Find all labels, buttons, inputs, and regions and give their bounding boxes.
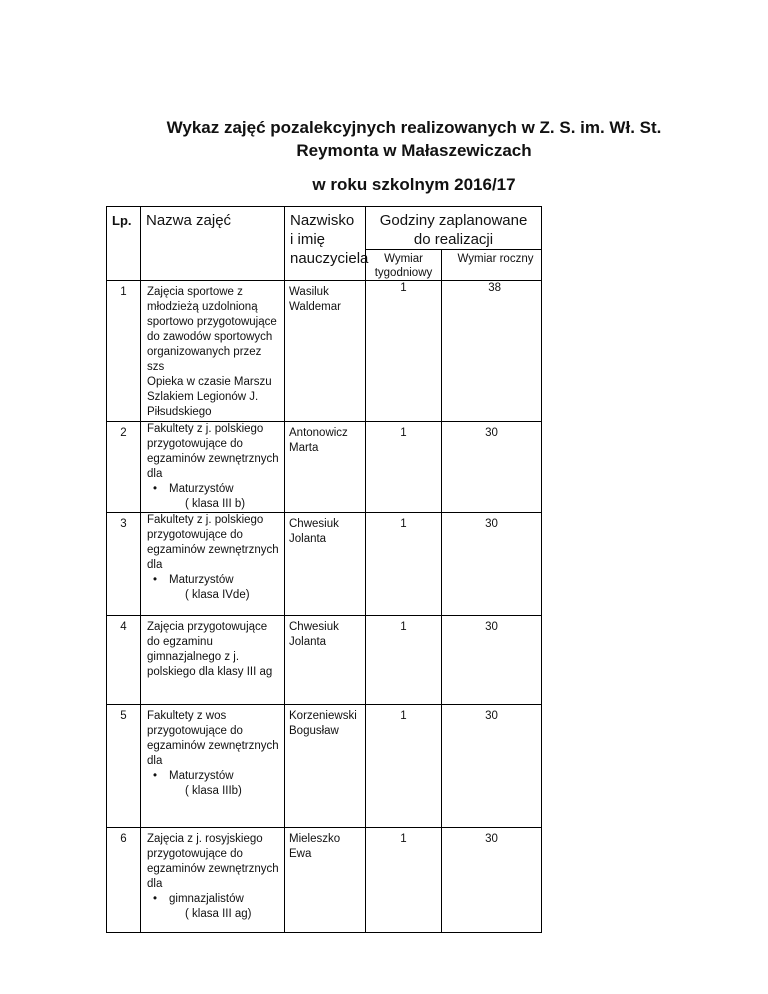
table-row	[107, 513, 542, 616]
row-lp: 6	[107, 828, 141, 933]
row-teacher: Chwesiuk Jolanta	[285, 513, 366, 616]
row-name-bullet-sub: ( klasa III b)	[185, 498, 246, 510]
row-teacher: Korzeniewski Bogusław	[285, 705, 366, 828]
row-lp: 1	[107, 281, 141, 422]
document-title-line-1: Wykaz zajęć pozalekcyjnych realizowanych w Z. S. im. Wł. St.	[166, 118, 662, 137]
row-name-text: Zajęcia z j. rosyjskiego przygotowujące do egzaminów zewnętrznych dla	[147, 833, 279, 890]
row-yearly: 30	[442, 705, 542, 828]
row-name	[141, 281, 285, 422]
row-name-bullet-sub: ( klasa III ag)	[185, 908, 252, 920]
header-weekly: Wymiar tygodniowy	[366, 250, 442, 281]
row-name-bullet: • gimnazjalistów	[147, 892, 280, 907]
row-lp: 4	[107, 616, 141, 705]
row-yearly: 30	[442, 828, 542, 933]
row-yearly: 30	[442, 616, 542, 705]
table-row	[107, 828, 542, 933]
table-row	[107, 422, 542, 513]
row-teacher: Chwesiuk Jolanta	[285, 616, 366, 705]
row-name-bullet-sub: ( klasa IVde)	[185, 589, 250, 601]
table-header-row	[107, 207, 542, 250]
row-name-text-2: Opieka w czasie Marszu Szlakiem Legionów J. Piłsudskiego	[147, 376, 272, 418]
row-name-bullet: • Maturzystów	[147, 769, 280, 784]
row-weekly: 1	[366, 828, 442, 933]
table-row	[107, 705, 542, 828]
row-name	[141, 828, 285, 933]
header-teacher: Nazwisko i imię nauczyciela	[285, 207, 366, 281]
row-weekly: 1	[366, 705, 442, 828]
row-weekly: 1	[366, 513, 442, 616]
row-yearly: 30	[442, 513, 542, 616]
row-teacher: Mieleszko Ewa	[285, 828, 366, 933]
header-lp: Lp.	[107, 207, 141, 281]
document-subtitle: w roku szkolnym 2016/17	[312, 175, 516, 194]
row-teacher: Antonowicz Marta	[285, 422, 366, 513]
row-name-text: Zajęcia sportowe z młodzieżą uzdolnioną sportowo przygotowujące do zawodów sportowych organizowanych przez szs	[147, 286, 277, 373]
activities-table	[106, 206, 542, 933]
table-row	[107, 281, 542, 422]
row-name-text: Fakultety z j. polskiego przygotowujące do egzaminów zewnętrznych dla	[147, 423, 279, 480]
header-yearly: Wymiar roczny	[442, 250, 542, 281]
row-name-text: Fakultety z j. polskiego przygotowujące do egzaminów zewnętrznych dla	[147, 514, 279, 571]
row-weekly: 1	[366, 281, 442, 422]
header-name: Nazwa zajęć	[141, 207, 285, 281]
row-name	[141, 422, 285, 513]
row-weekly: 1	[366, 616, 442, 705]
row-yearly: 38	[442, 281, 542, 422]
row-name-text: Fakultety z wos przygotowujące do egzaminów zewnętrznych dla	[147, 710, 279, 767]
row-lp: 5	[107, 705, 141, 828]
row-name-bullet: • Maturzystów	[147, 573, 280, 588]
row-name: Zajęcia przygotowujące do egzaminu gimnazjalnego z j. polskiego dla klasy III ag	[141, 616, 285, 705]
row-name-bullet: • Maturzystów	[147, 482, 280, 497]
row-teacher: Wasiluk Waldemar	[285, 281, 366, 422]
row-weekly: 1	[366, 422, 442, 513]
row-yearly: 30	[442, 422, 542, 513]
row-lp: 2	[107, 422, 141, 513]
document-title-line-2: Reymonta w Małaszewiczach	[296, 141, 532, 160]
row-lp: 3	[107, 513, 141, 616]
table-row	[107, 616, 542, 705]
row-name	[141, 705, 285, 828]
row-name	[141, 513, 285, 616]
header-hours: Godziny zaplanowane do realizacji	[366, 207, 542, 250]
row-name-bullet-sub: ( klasa IIIb)	[185, 785, 242, 797]
